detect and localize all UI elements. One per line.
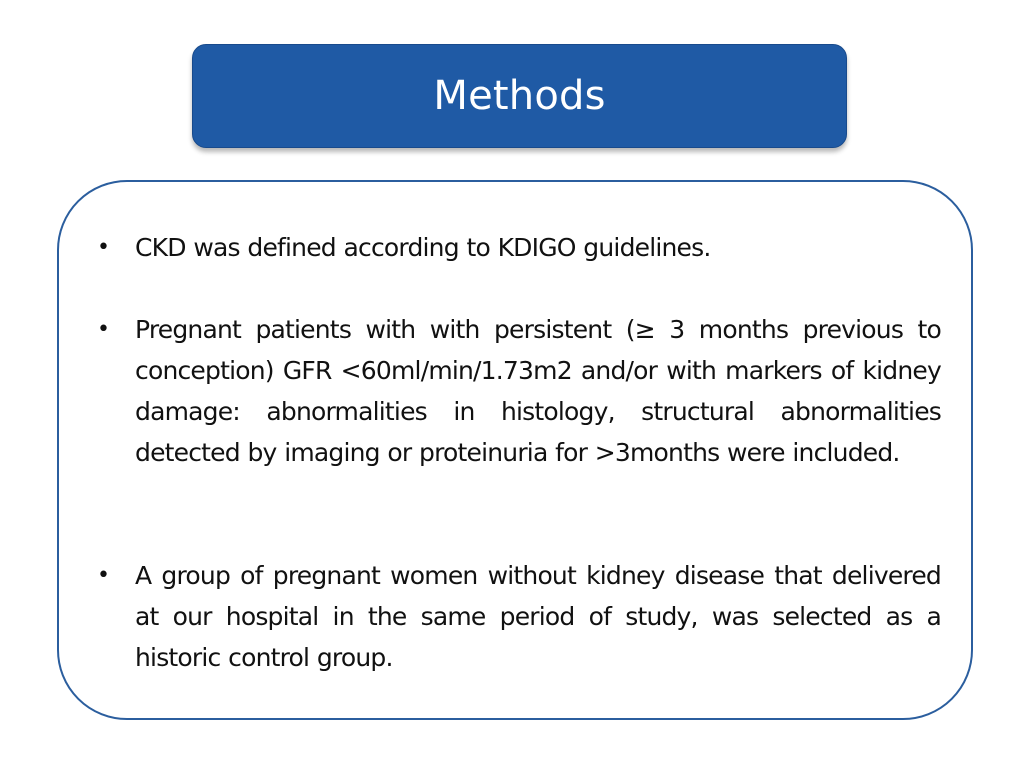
bullet-text-ckd-definition: CKD was defined according to KDIGO guidelines. (135, 233, 711, 262)
content-panel (57, 180, 973, 720)
bullet-icon: • (97, 317, 110, 342)
bullet-item-control-group (95, 555, 941, 678)
bullet-icon: • (97, 235, 110, 260)
slide-title: Methods (433, 73, 606, 119)
slide-title-banner (192, 44, 847, 148)
bullet-text-inclusion-criteria: Pregnant patients with with persistent (≥ 3 months previous to conception) GFR <60ml/min/1.73m2 and/or with markers of kidney damage: abnormalities in histology, structural abnormalities detected by imaging or proteinuria for >3months were included. (135, 315, 941, 467)
bullet-item-ckd-definition (95, 227, 941, 268)
bullet-text-control-group: A group of pregnant women without kidney disease that delivered at our hospital in the same period of study, was selected as a historic control group. (135, 561, 941, 672)
bullet-item-inclusion-criteria (95, 309, 941, 473)
bullet-icon: • (97, 563, 110, 588)
